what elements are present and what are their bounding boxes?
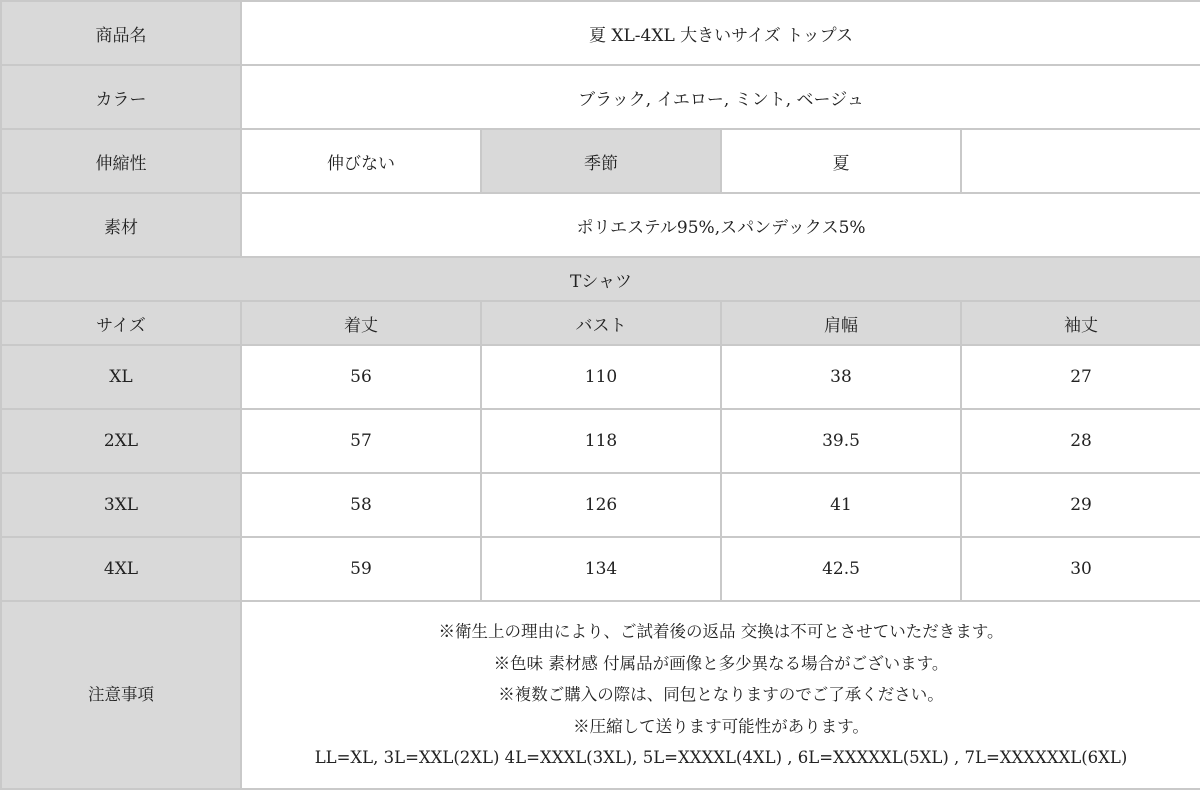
size-cell: 2XL xyxy=(1,409,241,473)
bust-cell: 134 xyxy=(481,537,721,601)
header-size: サイズ xyxy=(1,301,241,345)
size-cell: 4XL xyxy=(1,537,241,601)
size-table-title-row xyxy=(1,257,1200,301)
bust-cell: 118 xyxy=(481,409,721,473)
product-name-row xyxy=(1,1,1200,65)
header-shoulder: 肩幅 xyxy=(721,301,961,345)
color-value: ブラック, イエロー, ミント, ベージュ xyxy=(241,65,1200,129)
length-cell: 58 xyxy=(241,473,481,537)
bust-cell: 126 xyxy=(481,473,721,537)
size-conversion-line: LL=XL, 3L=XXL(2XL) 4L=XXXL(3XL), 5L=XXXXL(4XL) , 6L=XXXXXL(5XL) , 7L=XXXXXXL(6XL) xyxy=(314,748,1128,768)
product-name-value: 夏 XL-4XL 大きいサイズ トップス xyxy=(241,1,1200,65)
table-row xyxy=(1,409,1200,473)
header-sleeve: 袖丈 xyxy=(961,301,1200,345)
note-line: ※色味 素材感 付属品が画像と多少異なる場合がございます。 xyxy=(493,653,949,673)
length-cell: 59 xyxy=(241,537,481,601)
table-row xyxy=(1,473,1200,537)
notes-content xyxy=(241,601,1200,789)
color-label: カラー xyxy=(1,65,241,129)
shoulder-cell: 38 xyxy=(721,345,961,409)
header-bust: バスト xyxy=(481,301,721,345)
material-label: 素材 xyxy=(1,193,241,257)
sleeve-cell: 29 xyxy=(961,473,1200,537)
size-cell: XL xyxy=(1,345,241,409)
shoulder-cell: 39.5 xyxy=(721,409,961,473)
length-cell: 56 xyxy=(241,345,481,409)
bust-cell: 110 xyxy=(481,345,721,409)
size-cell: 3XL xyxy=(1,473,241,537)
size-table-header-row xyxy=(1,301,1200,345)
size-table-title: Tシャツ xyxy=(1,257,1200,301)
note-line: ※圧縮して送ります可能性があります。 xyxy=(573,716,869,736)
empty-cell xyxy=(961,129,1200,193)
stretch-season-row xyxy=(1,129,1200,193)
notes-label: 注意事項 xyxy=(1,601,241,789)
material-value: ポリエステル95%,スパンデックス5% xyxy=(241,193,1200,257)
note-line: ※衛生上の理由により、ご試着後の返品 交換は不可とさせていただきます。 xyxy=(438,622,1004,642)
length-cell: 57 xyxy=(241,409,481,473)
season-value: 夏 xyxy=(721,129,961,193)
table-row xyxy=(1,537,1200,601)
notes-row xyxy=(1,601,1200,789)
color-row xyxy=(1,65,1200,129)
sleeve-cell: 30 xyxy=(961,537,1200,601)
shoulder-cell: 42.5 xyxy=(721,537,961,601)
stretch-value: 伸びない xyxy=(241,129,481,193)
shoulder-cell: 41 xyxy=(721,473,961,537)
product-name-label: 商品名 xyxy=(1,1,241,65)
sleeve-cell: 28 xyxy=(961,409,1200,473)
season-label: 季節 xyxy=(481,129,721,193)
material-row xyxy=(1,193,1200,257)
table-row xyxy=(1,345,1200,409)
stretch-label: 伸縮性 xyxy=(1,129,241,193)
header-length: 着丈 xyxy=(241,301,481,345)
sleeve-cell: 27 xyxy=(961,345,1200,409)
note-line: ※複数ご購入の際は、同包となりますのでご了承ください。 xyxy=(498,685,944,705)
